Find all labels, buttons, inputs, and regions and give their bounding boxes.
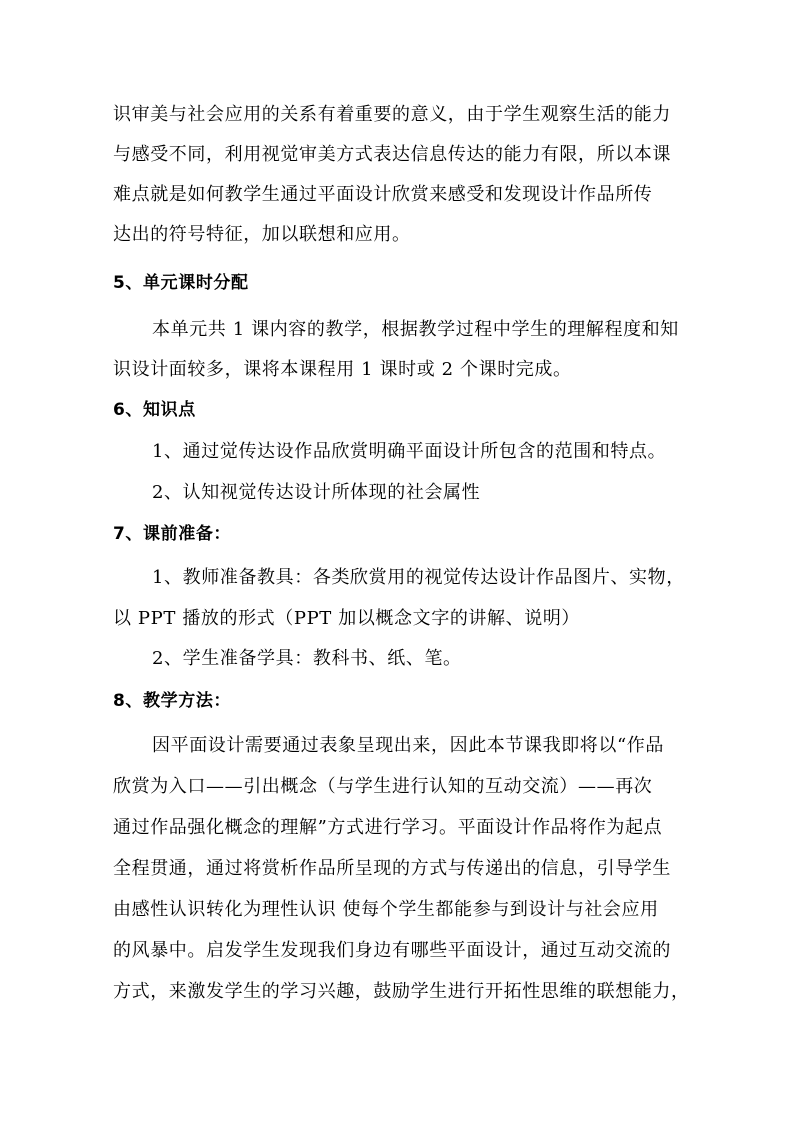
- list-item: 1、通过觉传达设作品欣赏明确平面设计所包含的范围和特点。: [152, 441, 667, 462]
- section-heading-6: 6、知识点: [113, 400, 196, 420]
- section-heading-8: 8、教学方法：: [113, 691, 232, 711]
- paragraph-line: 欣赏为入口——引出概念（与学生进行认知的互动交流）——再次: [113, 776, 653, 797]
- list-item: 2、学生准备学具：教科书、纸、笔。: [152, 648, 462, 669]
- paragraph-line: 因平面设计需要通过表象呈现出来，因此本节课我即将以“作品: [152, 735, 664, 756]
- section-heading-7: 7、课前准备：: [113, 524, 232, 544]
- paragraph-line: 方式，来激发学生的学习兴趣，鼓励学生进行开拓性思维的联想能力，: [113, 981, 690, 1002]
- paragraph-line: 与感受不同，利用视觉审美方式表达信息传达的能力有限，所以本课: [113, 144, 671, 165]
- paragraph-line: 识设计面较多，课将本课程用 1 课时或 2 个课时完成。: [113, 359, 572, 380]
- section-heading-5: 5、单元课时分配: [113, 273, 249, 293]
- paragraph-line: 以 PPT 播放的形式（PPT 加以概念文字的讲解、说明）: [113, 608, 581, 629]
- paragraph-line: 由感性认识转化为理性认识 使每个学生都能参与到设计与社会应用: [113, 899, 659, 920]
- paragraph-line: 本单元共 1 课内容的教学，根据教学过程中学生的理解程度和知: [152, 319, 679, 340]
- paragraph-line: 达出的符号特征，加以联想和应用。: [113, 224, 411, 245]
- paragraph-line: 识审美与社会应用的关系有着重要的意义，由于学生观察生活的能力: [113, 104, 671, 125]
- list-item: 1、教师准备教具：各类欣赏用的视觉传达设计作品图片、实物，: [152, 567, 685, 588]
- paragraph-line: 全程贯通，通过将赏析作品所呈现的方式与传递出的信息，引导学生: [113, 858, 671, 879]
- paragraph-line: 难点就是如何教学生通过平面设计欣赏来感受和发现设计作品所传: [113, 184, 653, 205]
- list-item: 2、认知视觉传达设计所体现的社会属性: [152, 482, 481, 503]
- paragraph-line: 通过作品强化概念的理解”方式进行学习。平面设计作品将作为起点: [113, 817, 663, 838]
- paragraph-line: 的风暴中。启发学生发现我们身边有哪些平面设计，通过互动交流的: [113, 940, 671, 961]
